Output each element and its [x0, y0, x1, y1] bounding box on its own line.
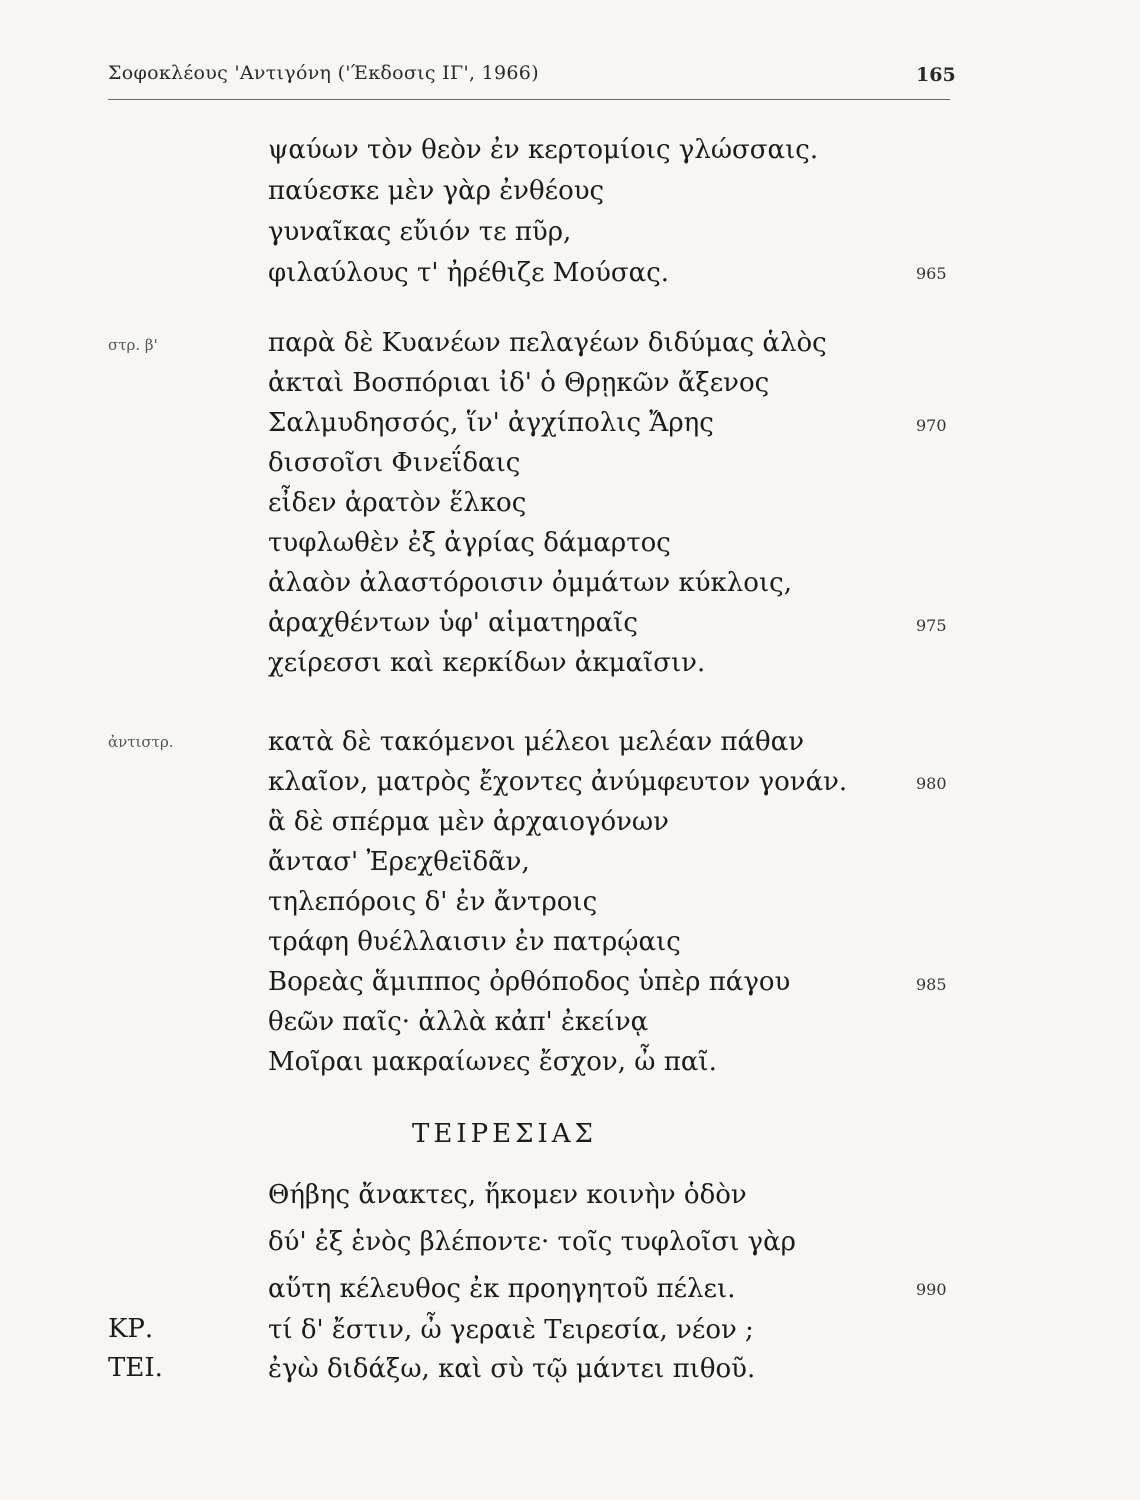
- running-header-title: Σοφοκλέους 'Αντιγόνη ('Έκδοσις ΙΓ', 1966): [108, 62, 539, 84]
- verse-line: τράφη θυέλλαισιν ἐν πατρῴαις: [268, 927, 681, 957]
- verse-line: φιλαύλους τ' ἠρέθιζε Μούσας.: [268, 258, 670, 288]
- verse-line: ψαύων τὸν θεὸν ἐν κερτομίοις γλώσσαις.: [268, 135, 819, 165]
- verse-line: παύεσκε μὲν γὰρ ἐνθέους: [268, 176, 605, 206]
- verse-line: Θήβης ἄνακτες, ἥκομεν κοινὴν ὁδὸν: [268, 1180, 747, 1210]
- verse-line: τηλεπόροις δ' ἐν ἄντροις: [268, 887, 598, 917]
- verse-line: δισσοῖσι Φινεΐδαις: [268, 448, 521, 478]
- page-number: 165: [916, 64, 956, 86]
- verse-line: ἀκταὶ Βοσπόριαι ἰδ' ὁ Θρῃκῶν ἄξενος: [268, 368, 770, 398]
- verse-line: παρὰ δὲ Κυανέων πελαγέων διδύμας ἁλὸς: [268, 328, 827, 358]
- verse-line: χείρεσσι καὶ κερκίδων ἀκμαῖσιν.: [268, 648, 706, 678]
- verse-line: τί δ' ἔστιν, ὦ γεραιὲ Τειρεσία, νέον ;: [268, 1315, 754, 1345]
- strophe-label: στρ. β': [108, 336, 158, 354]
- verse-line: ἀλαὸν ἀλαστόροισιν ὀμμάτων κύκλοις,: [268, 568, 792, 598]
- verse-line: κλαῖον, ματρὸς ἔχοντες ἀνύμφευτον γονάν.: [268, 767, 848, 797]
- verse-line: τυφλωθὲν ἐξ ἀγρίας δάμαρτος: [268, 528, 671, 558]
- verse-line: Μοῖραι μακραίωνες ἔσχον, ὦ παῖ.: [268, 1047, 717, 1077]
- verse-line: Σαλμυδησσός, ἵν' ἀγχίπολις Ἄρης: [268, 408, 714, 438]
- line-number: 990: [916, 1280, 947, 1299]
- verse-line: δύ' ἐξ ἑνὸς βλέποντε· τοῖς τυφλοῖσι γὰρ: [268, 1227, 796, 1257]
- verse-line: ἃ δὲ σπέρμα μὲν ἀρχαιογόνων: [268, 807, 669, 837]
- verse-line: κατὰ δὲ τακόμενοι μέλεοι μελέαν πάθαν: [268, 727, 805, 757]
- verse-line: Βορεὰς ἅμιππος ὀρθόποδος ὑπὲρ πάγου: [268, 967, 791, 997]
- speaker-label: ΤΕΙ.: [108, 1353, 163, 1383]
- verse-line: γυναῖκας εὔιόν τε πῦρ,: [268, 217, 572, 247]
- header-rule: [108, 99, 950, 100]
- verse-line: εἶδεν ἀρατὸν ἕλκος: [268, 488, 527, 518]
- line-number: 980: [916, 774, 947, 793]
- line-number: 985: [916, 975, 947, 994]
- verse-line: θεῶν παῖς· ἀλλὰ κἀπ' ἐκείνᾳ: [268, 1007, 649, 1037]
- line-number: 970: [916, 416, 947, 435]
- verse-line: ἀραχθέντων ὑφ' αἱματηραῖς: [268, 608, 638, 638]
- verse-line: ἄντασ' Ἐρεχθεϊδᾶν,: [268, 847, 530, 877]
- line-number: 965: [916, 264, 947, 283]
- line-number: 975: [916, 616, 947, 635]
- antistrophe-label: ἀντιστρ.: [108, 733, 174, 751]
- verse-line: αὕτη κέλευθος ἐκ προηγητοῦ πέλει.: [268, 1274, 736, 1304]
- speaker-heading: ΤΕΙΡΕΣΙΑΣ: [412, 1119, 597, 1149]
- verse-line: ἐγὼ διδάξω, καὶ σὺ τῷ μάντει πιθοῦ.: [268, 1354, 756, 1384]
- speaker-label: ΚΡ.: [108, 1314, 154, 1344]
